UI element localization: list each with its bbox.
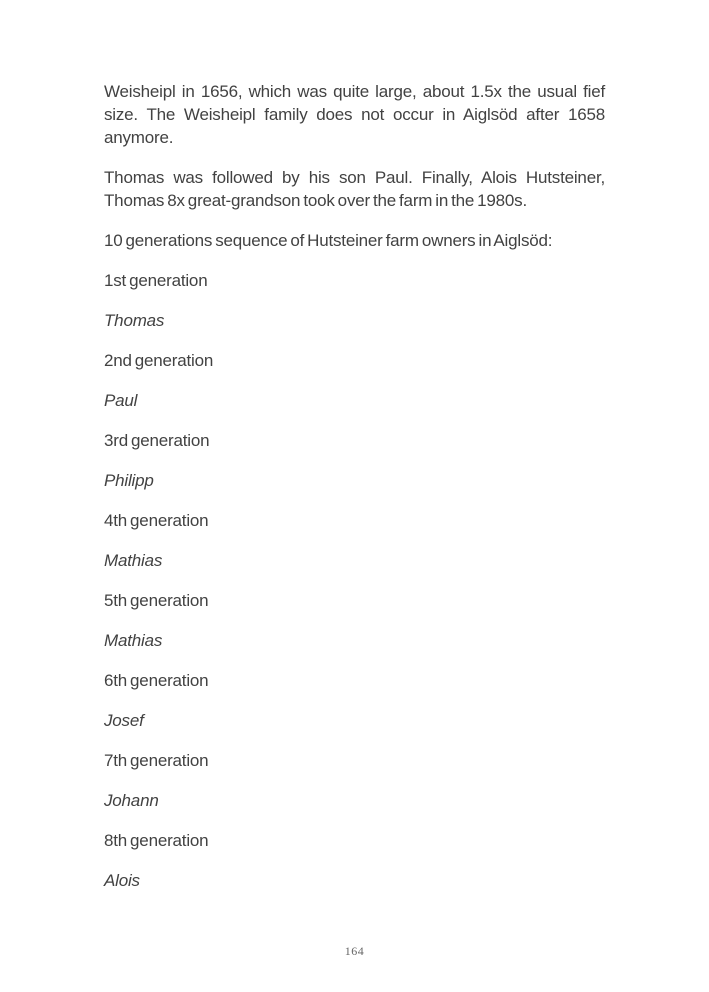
paragraph-line: Weisheipl in 1656, which was quite large, about 1.5x the usual fief — [104, 82, 605, 101]
page-content — [104, 80, 605, 909]
paragraph-weisheipl — [104, 80, 605, 149]
generation-owner-name: Philipp — [104, 471, 154, 490]
generation-label: 5th generation — [104, 591, 209, 610]
generation-label: 3rd generation — [104, 431, 210, 450]
paragraph-thomas-succession — [104, 166, 605, 212]
paragraph-line: anymore. — [104, 128, 174, 147]
paragraph-line: Thomas was followed by his son Paul. Finally, Alois Hutsteiner, — [104, 168, 605, 187]
paragraph-line: size. The Weisheipl family does not occur in Aiglsöd after 1658 — [104, 105, 605, 124]
generation-owner-name: Alois — [104, 871, 140, 890]
generation-owner-name: Johann — [104, 791, 159, 810]
paragraph-line: 10 generations sequence of Hutsteiner farm owners in Aiglsöd: — [104, 231, 553, 250]
paragraph-line: Thomas 8x great-grandson took over the farm in the 1980s. — [104, 191, 528, 210]
generation-label: 7th generation — [104, 751, 209, 770]
generation-owner-name: Paul — [104, 391, 138, 410]
generation-label: 1st generation — [104, 271, 208, 290]
page-number: 164 — [344, 944, 365, 958]
generation-label: 6th generation — [104, 671, 209, 690]
generation-owner-name: Josef — [104, 711, 144, 730]
generation-label: 2nd generation — [104, 351, 214, 370]
generation-owner-name: Thomas — [104, 311, 165, 330]
generation-owner-name: Mathias — [104, 631, 163, 650]
generation-owner-name: Mathias — [104, 551, 163, 570]
generation-list — [104, 269, 605, 892]
generation-label: 8th generation — [104, 831, 209, 850]
paragraph-generations-intro — [104, 229, 605, 252]
generation-label: 4th generation — [104, 511, 209, 530]
